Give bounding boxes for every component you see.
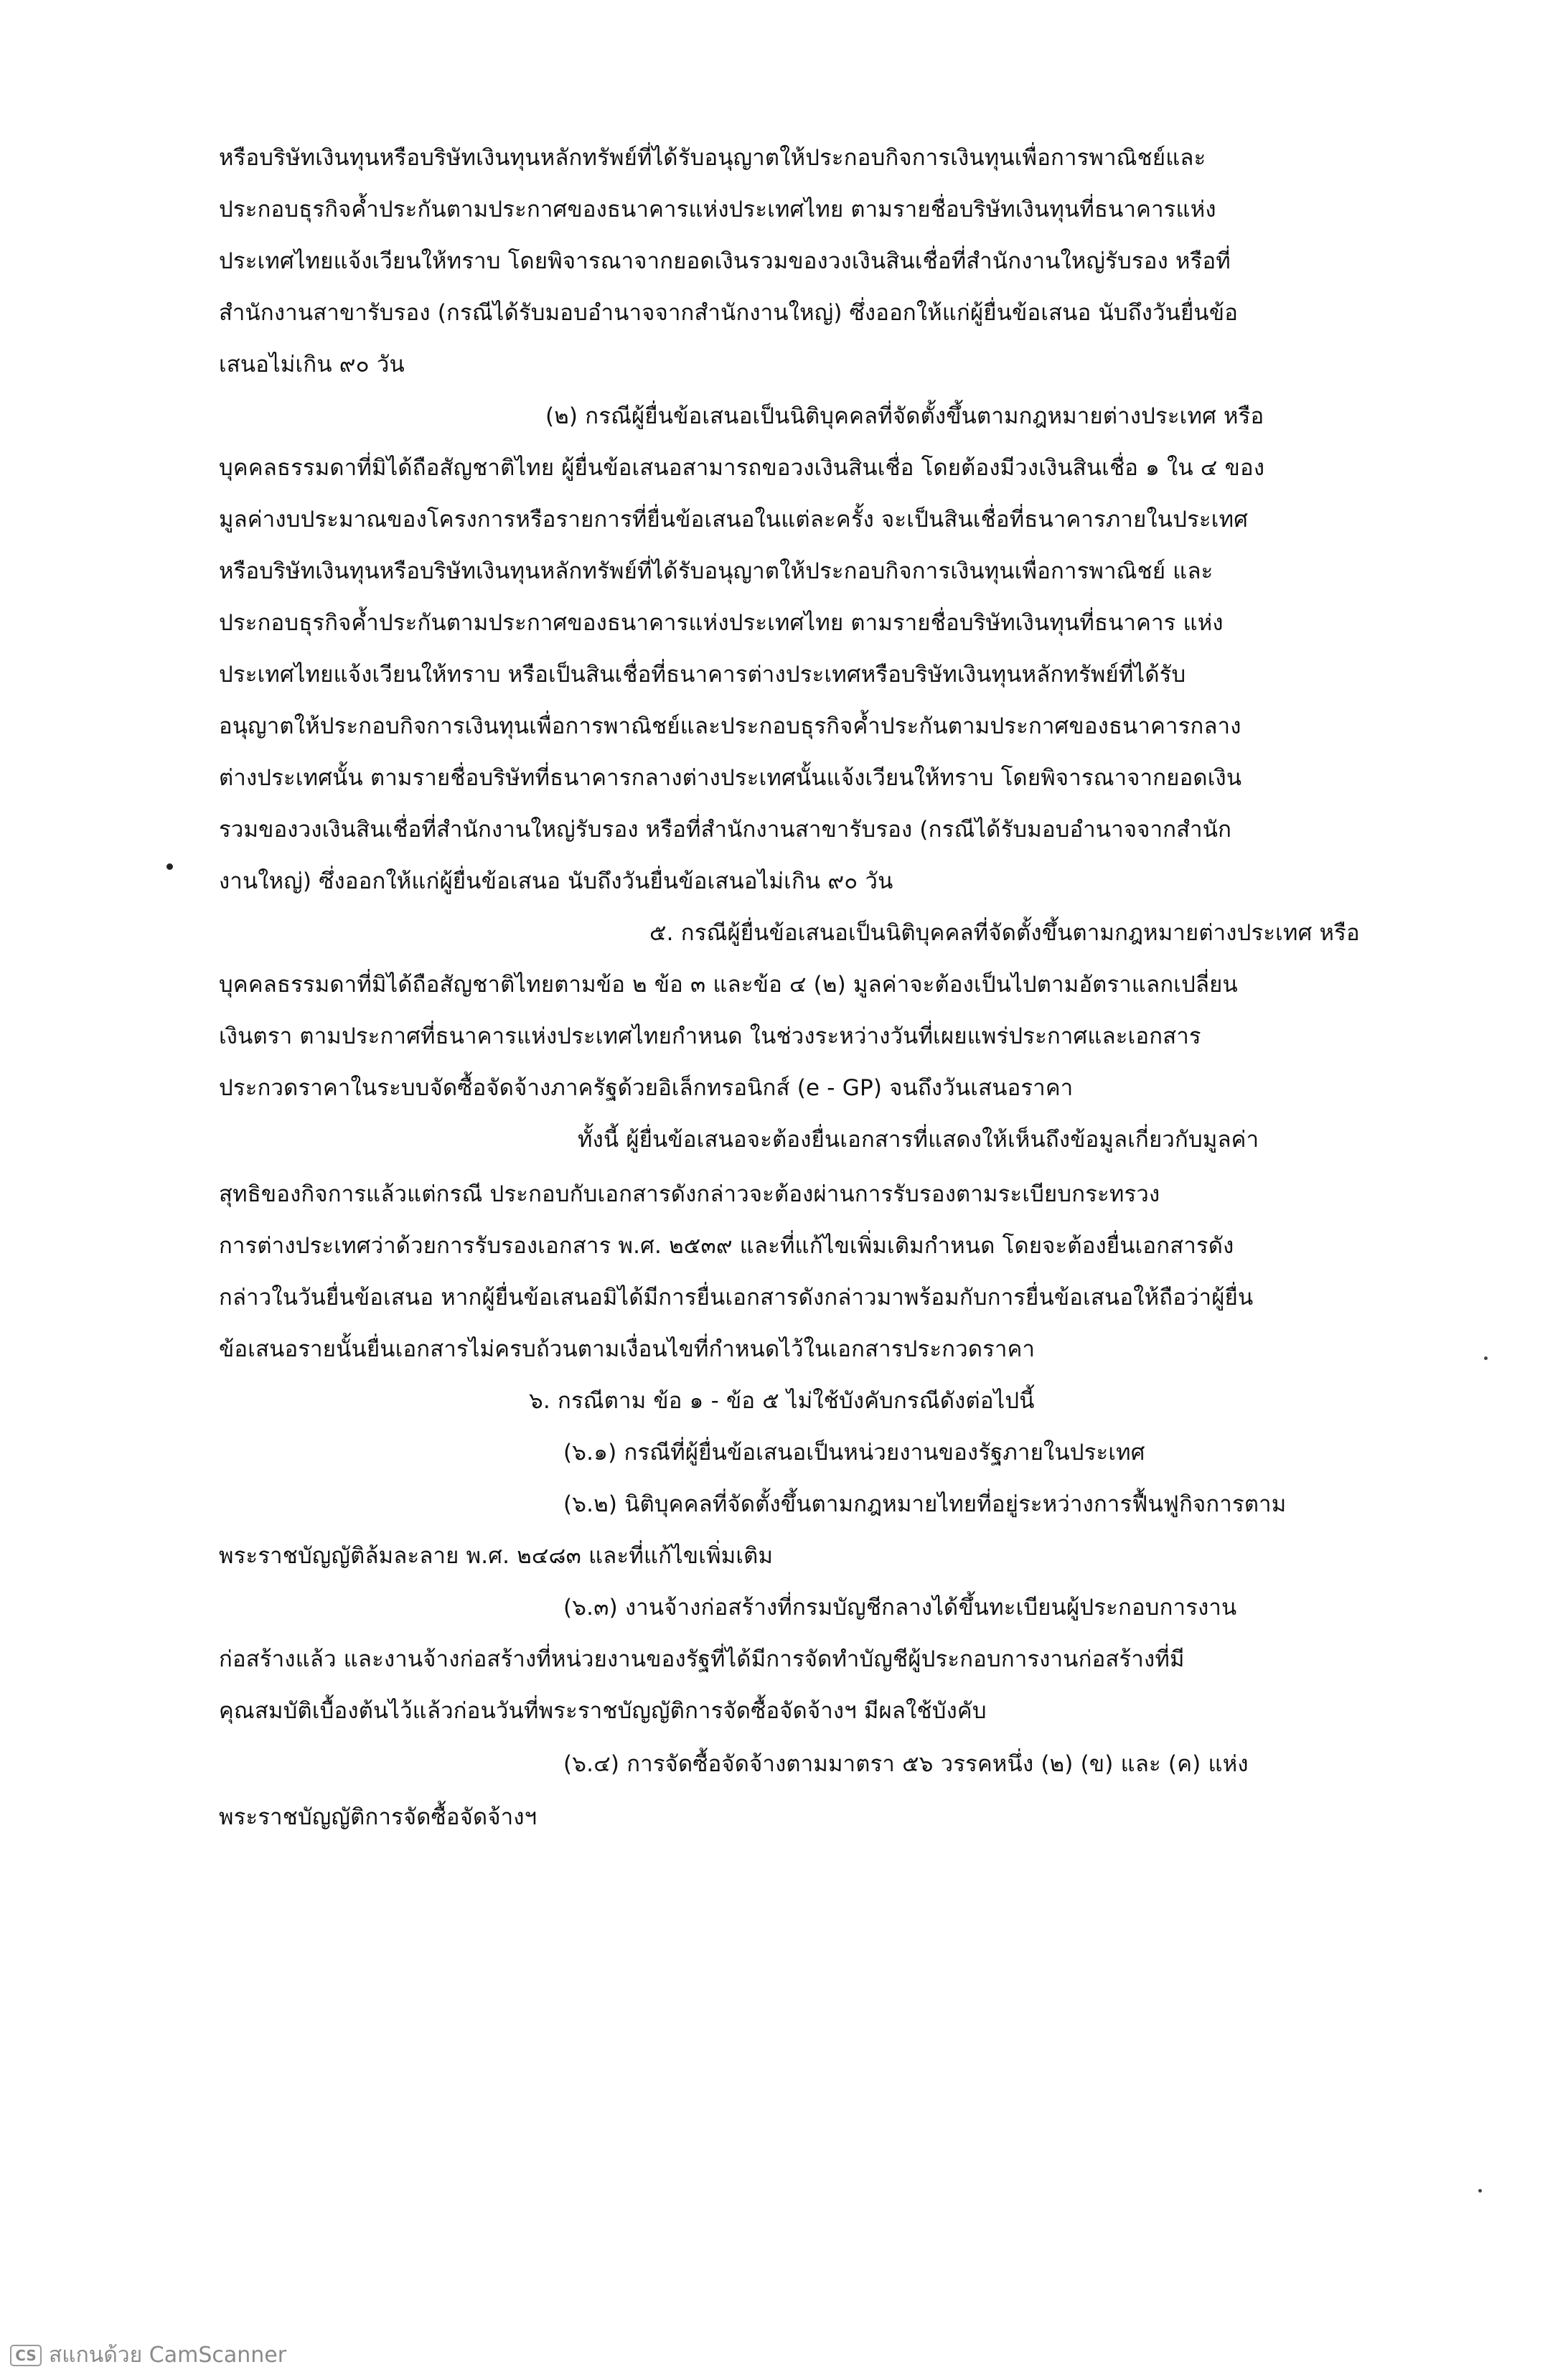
text-line: ประกวดราคาในระบบจัดซื้อจัดจ้างภาครัฐด้วยอิเล็กทรอนิกส์ (e - GP) จนถึงวันเสนอราคา [219, 1075, 1074, 1101]
text-line: (๖.๑) กรณีที่ผู้ยื่นข้อเสนอเป็นหน่วยงานของรัฐภายในประเทศ [563, 1440, 1145, 1466]
text-line: หรือบริษัทเงินทุนหรือบริษัทเงินทุนหลักทรัพย์ที่ได้รับอนุญาตให้ประกอบกิจการเงินทุนเพื่อการพาณิชย์ และ [219, 558, 1213, 584]
text-line: ต่างประเทศนั้น ตามรายชื่อบริษัทที่ธนาคารกลางต่างประเทศนั้นแจ้งเวียนให้ทราบ โดยพิจารณาจากยอดเงิน [219, 765, 1242, 791]
text-line: พระราชบัญญัติล้มละลาย พ.ศ. ๒๔๘๓ และที่แก้ไขเพิ่มเติม [219, 1543, 774, 1569]
text-line: เงินตรา ตามประกาศที่ธนาคารแห่งประเทศไทยกำหนด ในช่วงระหว่างวันที่เผยแพร่ประกาศและเอกสาร [219, 1023, 1201, 1049]
text-line: อนุญาตให้ประกอบกิจการเงินทุนเพื่อการพาณิชย์และประกอบธุรกิจค้ำประกันตามประกาศของธนาคารกลาง [219, 713, 1241, 739]
scan-speck [1484, 1356, 1488, 1360]
text-line: กล่าวในวันยื่นข้อเสนอ หากผู้ยื่นข้อเสนอมิได้มีการยื่นเอกสารดังกล่าวมาพร้อมกับการยื่นข้อเสนอให้ถือว่าผู้ยื่น [219, 1285, 1254, 1311]
text-line: สุทธิของกิจการแล้วแต่กรณี ประกอบกับเอกสารดังกล่าวจะต้องผ่านการรับรองตามระเบียบกระทรวง [219, 1181, 1160, 1207]
text-line: รวมของวงเงินสินเชื่อที่สำนักงานใหญ่รับรอง หรือที่สำนักงานสาขารับรอง (กรณีได้รับมอบอำนาจจากสำนัก [219, 817, 1232, 843]
text-line: ประเทศไทยแจ้งเวียนให้ทราบ หรือเป็นสินเชื่อที่ธนาคารต่างประเทศหรือบริษัทเงินทุนหลักทรัพย์ที่ได้รับ [219, 662, 1186, 688]
text-line: ประกอบธุรกิจค้ำประกันตามประกาศของธนาคารแห่งประเทศไทย ตามรายชื่อบริษัทเงินทุนที่ธนาคาร แห่ง [219, 610, 1224, 636]
scan-speck [166, 863, 173, 870]
text-line: งานใหญ่) ซึ่งออกให้แก่ผู้ยื่นข้อเสนอ นับถึงวันยื่นข้อเสนอไม่เกิน ๙๐ วัน [219, 868, 893, 894]
text-line: ทั้งนี้ ผู้ยื่นข้อเสนอจะต้องยื่นเอกสารที่แสดงให้เห็นถึงข้อมูลเกี่ยวกับมูลค่า [578, 1127, 1259, 1153]
text-line: พระราชบัญญัติการจัดซื้อจัดจ้างฯ [219, 1804, 537, 1830]
camscanner-logo-icon: CS [10, 2345, 42, 2366]
text-line: (๖.๓) งานจ้างก่อสร้างที่กรมบัญชีกลางได้ขึ้นทะเบียนผู้ประกอบการงาน [563, 1595, 1237, 1621]
watermark-text: สแกนด้วย CamScanner [49, 2343, 287, 2368]
section-heading-6: ๖. กรณีตาม ข้อ ๑ - ข้อ ๕ ไม่ใช้บังคับกรณีดังต่อไปนี้ [529, 1388, 1035, 1414]
scan-speck [1478, 2189, 1482, 2193]
text-line: บุคคลธรรมดาที่มิได้ถือสัญชาติไทยตามข้อ ๒ ข้อ ๓ และข้อ ๔ (๒) มูลค่าจะต้องเป็นไปตามอัตราแลกเปลี่ยน [219, 972, 1238, 998]
text-line: ประเทศไทยแจ้งเวียนให้ทราบ โดยพิจารณาจากยอดเงินรวมของวงเงินสินเชื่อที่สำนักงานใหญ่รับรอง หรือที่ [219, 248, 1231, 274]
text-line: (๖.๔) การจัดซื้อจัดจ้างตามมาตรา ๕๖ วรรคหนึ่ง (๒) (ข) และ (ค) แห่ง [563, 1751, 1249, 1777]
text-line: การต่างประเทศว่าด้วยการรับรองเอกสาร พ.ศ. ๒๕๓๙ และที่แก้ไขเพิ่มเติมกำหนด โดยจะต้องยื่นเอกสารดัง [219, 1233, 1234, 1259]
text-line: เสนอไม่เกิน ๙๐ วัน [219, 352, 405, 378]
camscanner-watermark [10, 2338, 286, 2372]
section-heading-5: ๕. กรณีผู้ยื่นข้อเสนอเป็นนิติบุคคลที่จัดตั้งขึ้นตามกฎหมายต่างประเทศ หรือ [649, 920, 1360, 946]
text-line: หรือบริษัทเงินทุนหรือบริษัทเงินทุนหลักทรัพย์ที่ได้รับอนุญาตให้ประกอบกิจการเงินทุนเพื่อการพาณิชย์และ [219, 145, 1206, 171]
text-line: บุคคลธรรมดาที่มิได้ถือสัญชาติไทย ผู้ยื่นข้อเสนอสามารถขอวงเงินสินเชื่อ โดยต้องมีวงเงินสินเชื่อ ๑ ใน ๔ ของ [219, 455, 1265, 481]
text-line: (๖.๒) นิติบุคคลที่จัดตั้งขึ้นตามกฎหมายไทยที่อยู่ระหว่างการฟื้นฟูกิจการตาม [563, 1491, 1287, 1517]
text-line: มูลค่างบประมาณของโครงการหรือรายการที่ยื่นข้อเสนอในแต่ละครั้ง จะเป็นสินเชื่อที่ธนาคารภายในประเทศ [219, 507, 1249, 533]
text-line: ประกอบธุรกิจค้ำประกันตามประกาศของธนาคารแห่งประเทศไทย ตามรายชื่อบริษัทเงินทุนที่ธนาคารแห่ง [219, 197, 1216, 222]
text-line: ข้อเสนอรายนั้นยื่นเอกสารไม่ครบถ้วนตามเงื่อนไขที่กำหนดไว้ในเอกสารประกวดราคา [219, 1336, 1036, 1362]
text-line: ก่อสร้างแล้ว และงานจ้างก่อสร้างที่หน่วยงานของรัฐที่ได้มีการจัดทำบัญชีผู้ประกอบการงานก่อสร้างที่มี [219, 1646, 1185, 1672]
text-line: คุณสมบัติเบื้องต้นไว้แล้วก่อนวันที่พระราชบัญญัติการจัดซื้อจัดจ้างฯ มีผลใช้บังคับ [219, 1698, 987, 1724]
text-line: สำนักงานสาขารับรอง (กรณีได้รับมอบอำนาจจากสำนักงานใหญ่) ซึ่งออกให้แก่ผู้ยื่นข้อเสนอ นับถึงวันยื่นข้อ [219, 300, 1239, 326]
text-line: (๒) กรณีผู้ยื่นข้อเสนอเป็นนิติบุคคลที่จัดตั้งขึ้นตามกฎหมายต่างประเทศ หรือ [545, 403, 1264, 429]
